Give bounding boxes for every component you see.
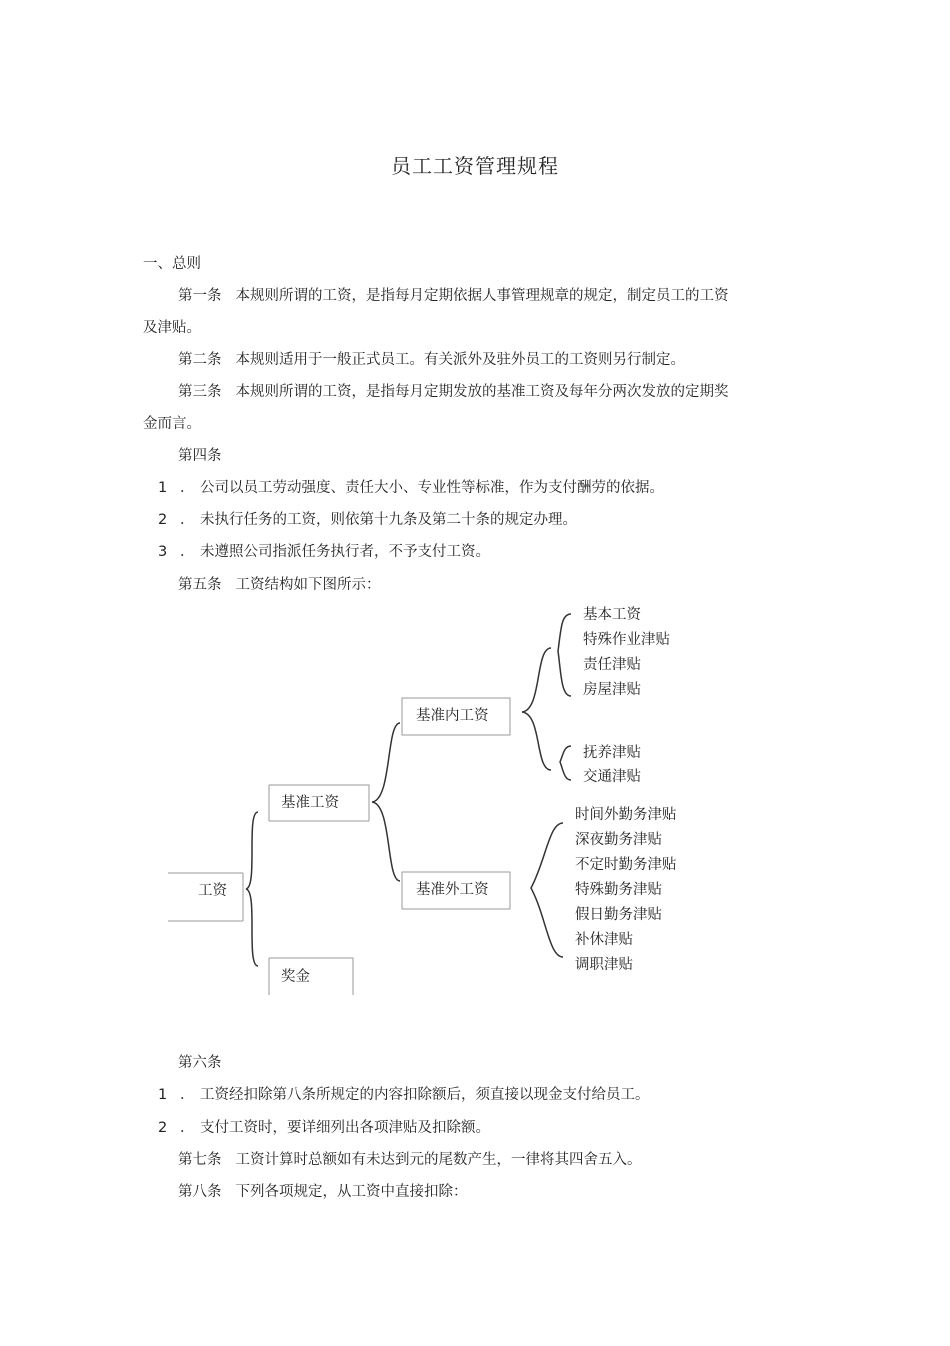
item-text: 未执行任务的工资，则依第十九条及第二十条的规定办理。 [200, 512, 577, 528]
inner-group2-bracket [560, 746, 571, 780]
item-number: 2 [158, 1120, 168, 1136]
article-3-label: 第三条 [178, 384, 222, 400]
article-1-text: 本规则所谓的工资，是指每月定期依据人事管理规章的规定，制定员工的工资 [235, 288, 729, 304]
article-5-text: 工资结构如下图所示： [235, 577, 381, 593]
item-text: 支付工资时，要详细列出各项津贴及扣除额。 [200, 1120, 490, 1136]
section-heading-general: 一、总则 [143, 256, 201, 272]
article-1-continued: 及津贴。 [143, 320, 201, 336]
article-3-text: 本规则所谓的工资，是指每月定期发放的基准工资及每年分两次发放的定期奖 [235, 384, 729, 400]
diagram-node-base-salary: 基准工资 [281, 795, 339, 811]
article-3-continued: 金而言。 [143, 416, 201, 432]
diagram-leaf: 补休津贴 [575, 932, 633, 948]
diagram-leaf: 深夜勤务津贴 [575, 832, 662, 848]
diagram-leaf: 假日勤务津贴 [575, 907, 662, 923]
item-text: 公司以员工劳动强度、责任大小、专业性等标准，作为支付酬劳的依据。 [200, 480, 664, 496]
inner-brace [522, 648, 551, 770]
diagram-leaf: 时间外勤务津贴 [575, 807, 677, 823]
document-title: 员工工资管理规程 [391, 154, 559, 178]
article-7-label: 第七条 [178, 1152, 222, 1168]
inner-group1-bracket [558, 614, 571, 696]
diagram-leaf: 不定时勤务津贴 [575, 857, 677, 873]
article-2-label: 第二条 [178, 352, 222, 368]
diagram-leaf: 特殊勤务津贴 [575, 882, 662, 898]
article-1-label: 第一条 [178, 288, 222, 304]
diagram-node-salary: 工资 [198, 883, 227, 899]
diagram-node-inner-salary: 基准内工资 [416, 708, 489, 724]
item-dot: ． [180, 1087, 195, 1103]
outer-bracket [531, 823, 563, 957]
article-5-label: 第五条 [178, 577, 222, 593]
diagram-leaf: 特殊作业津贴 [583, 632, 670, 648]
diagram-leaf: 抚养津贴 [583, 745, 641, 761]
diagram-leaf: 责任津贴 [583, 657, 641, 673]
article-6-label: 第六条 [178, 1055, 222, 1071]
article-8-text: 下列各项规定，从工资中直接扣除： [235, 1184, 468, 1200]
article-8 [178, 1182, 468, 1202]
item-dot: ． [180, 512, 195, 528]
article-2-text: 本规则适用于一般正式员工。有关派外及驻外员工的工资则另行制定。 [235, 352, 685, 368]
item-dot: ． [180, 544, 195, 560]
root-brace [246, 812, 258, 966]
item-text: 工资经扣除第八条所规定的内容扣除额后，须直接以现金支付给员工。 [200, 1087, 650, 1103]
item-number: 1 [158, 480, 168, 496]
article-7-text: 工资计算时总额如有未达到元的尾数产生，一律将其四舍五入。 [235, 1152, 642, 1168]
diagram-leaf: 交通津贴 [583, 769, 641, 785]
diagram-node-bonus: 奖金 [281, 969, 310, 985]
diagram-node-outer-salary: 基准外工资 [416, 882, 489, 898]
article-7 [178, 1150, 642, 1170]
item-dot: ． [180, 480, 195, 496]
diagram-leaf: 调职津贴 [575, 957, 633, 973]
item-text: 未遵照公司指派任务执行者，不予支付工资。 [200, 544, 490, 560]
diagram-leaf: 基本工资 [583, 607, 641, 623]
item-dot: ． [180, 1120, 195, 1136]
item-number: 2 [158, 512, 168, 528]
base-brace [372, 723, 400, 881]
article-8-label: 第八条 [178, 1184, 222, 1200]
article-4-label: 第四条 [178, 448, 222, 464]
item-number: 3 [158, 544, 168, 560]
diagram-leaf: 房屋津贴 [583, 682, 641, 698]
item-number: 1 [158, 1087, 168, 1103]
